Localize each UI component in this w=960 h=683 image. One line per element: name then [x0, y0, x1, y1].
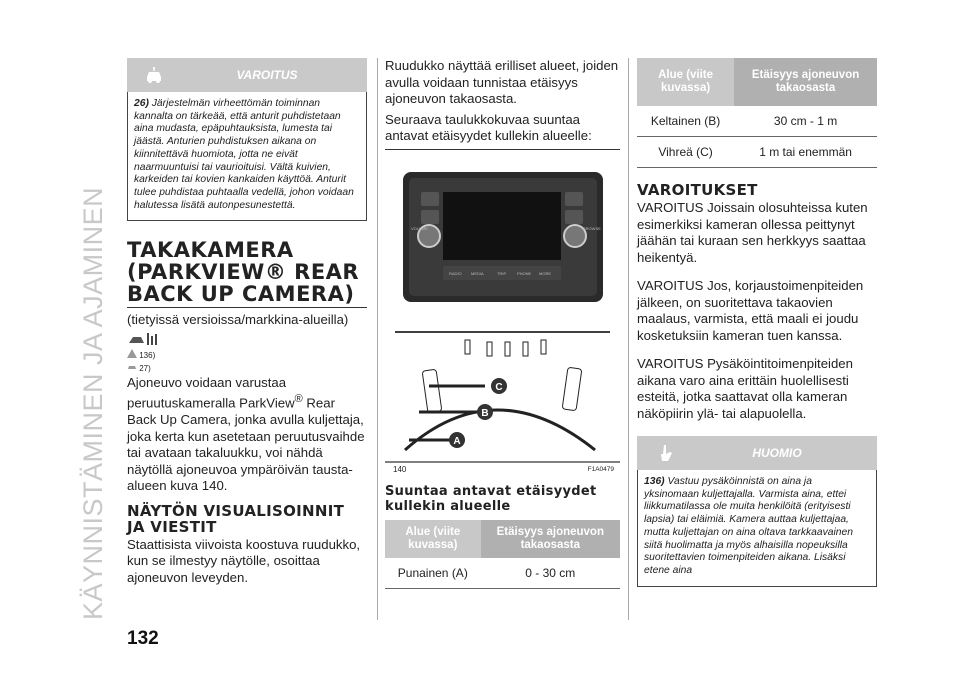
distance-table-2	[637, 58, 877, 168]
zone-a-label: A	[453, 435, 461, 447]
column-divider	[628, 58, 629, 620]
volume-label: VOLUME	[411, 225, 428, 231]
subsection-title: NÄYTÖN VISUALISOINNIT JA VIESTIT	[127, 501, 345, 536]
warning-title: VAROITUS	[236, 68, 298, 82]
table-header-zone: Alue (viite kuvassa)	[637, 58, 734, 106]
camera-icon	[127, 331, 367, 347]
car-icon	[127, 362, 137, 371]
col2-paragraph-2: Seuraava taulukkokuvaa suuntaa antavat etäisyydet kullekin alueelle:	[385, 111, 592, 143]
section-title: TAKAKAMERA (PARKVIEW® REAR BACK UP CAMERA)	[127, 238, 360, 307]
section-subtitle: (tietyissä versioissa/markkina-alueilla)	[127, 312, 349, 328]
column-1	[127, 58, 367, 586]
warning-box	[127, 92, 367, 221]
table-header-zone: Alue (viite kuvassa)	[385, 520, 481, 558]
zone-c-label: C	[495, 381, 503, 393]
table-row: Vihreä (C) 1 m tai enemmän	[637, 137, 877, 168]
table-title: Suuntaa antavat etäisyydet kullekin alueelle	[385, 483, 597, 514]
warnings-title: VAROITUKSET	[637, 181, 758, 199]
table-row: Punainen (A) 0 - 30 cm	[385, 558, 620, 589]
trip-button: TRIP	[497, 270, 507, 276]
note-header	[637, 436, 877, 470]
col2-paragraph-1: Ruudukko näyttää erilliset alueet, joiden avulla voidaan tunnistaa etäisyys ajoneuvon takaosasta.	[385, 58, 619, 106]
note-box	[637, 470, 877, 587]
figure-code: F1A0479	[587, 465, 614, 473]
warning-text: Järjestelmän virheettömän toiminnan kannalta on tärkeää, että anturit puhdistetaan aina mudasta, epäpuhtauksista, lumesta tai jäästä. Anturien puhdistuksen aikana on kiinnitettävä huomiota, jotta ne eivät naarmuuntuisi tai vaurioituisi. Vältä kuivien, karkeiden tai kovien kankaiden käyttöä. Anturit tulee puhdistaa puhtaalla vedellä, johon voidaan halutessa lisätä autonpesunestettä.	[134, 98, 354, 211]
reference-1: 136)	[127, 349, 367, 360]
column-divider	[377, 58, 378, 620]
title-rule	[127, 307, 367, 308]
figure-140	[385, 150, 620, 480]
radio-button: RADIO	[449, 270, 462, 276]
table-row: Keltainen (B) 30 cm - 1 m	[637, 106, 877, 137]
side-chapter-title: KÄYNNISTÄMINEN JA AJAMINEN	[78, 186, 108, 620]
table-header-distance: Etäisyys ajoneuvon takaosasta	[481, 520, 620, 558]
warning-header	[127, 58, 367, 92]
phone-button: PHONE	[517, 270, 532, 276]
warning-triangle-icon	[127, 349, 137, 358]
figure-number: 140	[393, 464, 407, 474]
note-title: HUOMIO	[752, 446, 802, 460]
note-text: Vastuu pysäköinnistä on aina ja yksinomaan kuljettajalla. Varmista aina, ettei liikkumatilassa ole muita henkilöitä (erityisesti lapsia) tai eläimiä. Kamera auttaa kuljettajaa, mutta kuljettajan on aina oltava tarkkaavainen siitä huolimatta ja myös alhaisilla nopeuksilla suoritettavien toimenpiteiden aikana. Lisäksi etene aina	[644, 476, 853, 576]
warning-paragraph-1: VAROITUS Joissain olosuhteissa kuten esimerkiksi kameran ollessa peittynyt jäähän tai kuraan sen herkkyys saattaa heikentyä.	[637, 200, 868, 265]
zone-b-label: B	[481, 407, 489, 419]
column-2	[385, 58, 620, 589]
warning-paragraph-2: VAROITUS Jos, korjaustoimenpiteiden jälkeen, on suoritettava takaovien maalaus, varmista, että maali ei joudu kosketuksiin kameran tuen kanssa.	[637, 278, 864, 343]
browse-label: BROWSE	[583, 225, 601, 231]
page-number: 132	[127, 628, 159, 649]
table-header-distance: Etäisyys ajoneuvon takaosasta	[734, 58, 877, 106]
distance-table-1	[385, 520, 620, 589]
section-paragraph-2: Staattisista viivoista koostuva ruudukko, kun se ilmestyy näytölle, osoittaa ajoneuvon leveyden.	[127, 536, 361, 585]
more-button: MORE	[539, 270, 551, 276]
warning-paragraph-3: VAROITUS Pysäköintitoimenpiteiden aikana varo aina erittäin huolellisesti esteitä, jotka saattavat olla kameran näköpiirin ylä- tai alapuolella.	[637, 356, 853, 421]
column-3	[637, 58, 877, 587]
section-paragraph-1: Ajoneuvo voidaan varustaa peruutuskameralla ParkView® Rear Back Up Camera, jonka avulla kuljettaja, joka kerta kun asetetaan peruutusvaihde tai avataan takaluukku, voi nähdä näytöllä ajoneuvoa ympäröivän tausta-alueen kuva 140.	[127, 374, 365, 494]
reference-2: 27)	[127, 362, 367, 373]
warning-number: 26)	[134, 98, 149, 109]
note-number: 136)	[644, 476, 665, 487]
camera-display-illustration	[385, 150, 620, 470]
media-button: MEDIA	[471, 270, 484, 276]
